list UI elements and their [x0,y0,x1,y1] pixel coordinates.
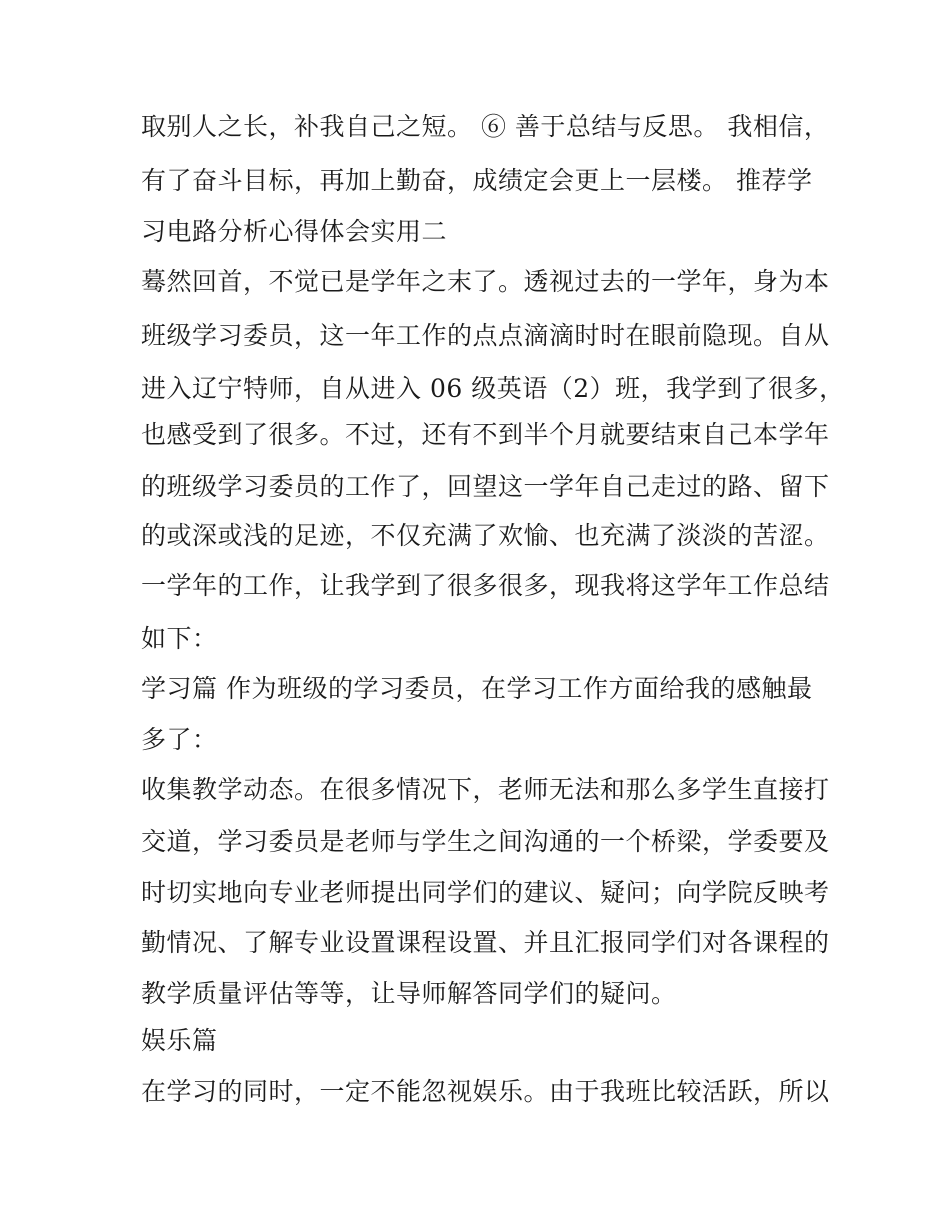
text-line: 学习篇 作为班级的学习委员，在学习工作方面给我的感触最 [141,674,813,703]
text-line: 蓦然回首，不觉已是学年之末了。透视过去的一学年，身为本 [141,267,830,296]
text-line: 娱乐篇 [141,1026,218,1055]
text-line: 有了奋斗目标，再加上勤奋，成绩定会更上一层楼。 推荐学 [141,166,813,195]
text-line: 如下： [141,624,218,653]
text-line: 收集教学动态。在很多情况下，老师无法和那么多学生直接打 [141,775,830,804]
text-line: 进入辽宁特师，自从进入 06 级英语（2）班，我学到了很多， [141,374,845,403]
text-line: 在学习的同时，一定不能忽视娱乐。由于我班比较活跃，所以 [141,1077,830,1106]
text-line: 交道，学习委员是老师与学生之间沟通的一个桥梁，学委要及 [141,827,830,856]
text-line: 的班级学习委员的工作了，回望这一学年自己走过的路、留下 [141,472,830,501]
text-line: 也感受到了很多。不过，还有不到半个月就要结束自己本学年 [141,420,830,449]
text-line: 一学年的工作，让我学到了很多很多，现我将这学年工作总结 [141,571,830,600]
text-line: 多了： [141,725,218,754]
text-line: 教学质量评估等等，让导师解答同学们的疑问。 [141,979,677,1008]
text-line: 习电路分析心得体会实用二 [141,217,448,246]
text-line: 的或深或浅的足迹，不仅充满了欢愉、也充满了淡淡的苦涩。 [141,521,830,550]
text-line: 取别人之长，补我自己之短。 ⑥ 善于总结与反思。 我相信， [141,112,830,141]
text-line: 时切实地向专业老师提出同学们的建议、疑问；向学院反映考 [141,878,830,907]
text-line: 班级学习委员，这一年工作的点点滴滴时时在眼前隐现。自从 [141,321,830,350]
text-line: 勤情况、了解专业设置课程设置、并且汇报同学们对各课程的 [141,928,830,957]
